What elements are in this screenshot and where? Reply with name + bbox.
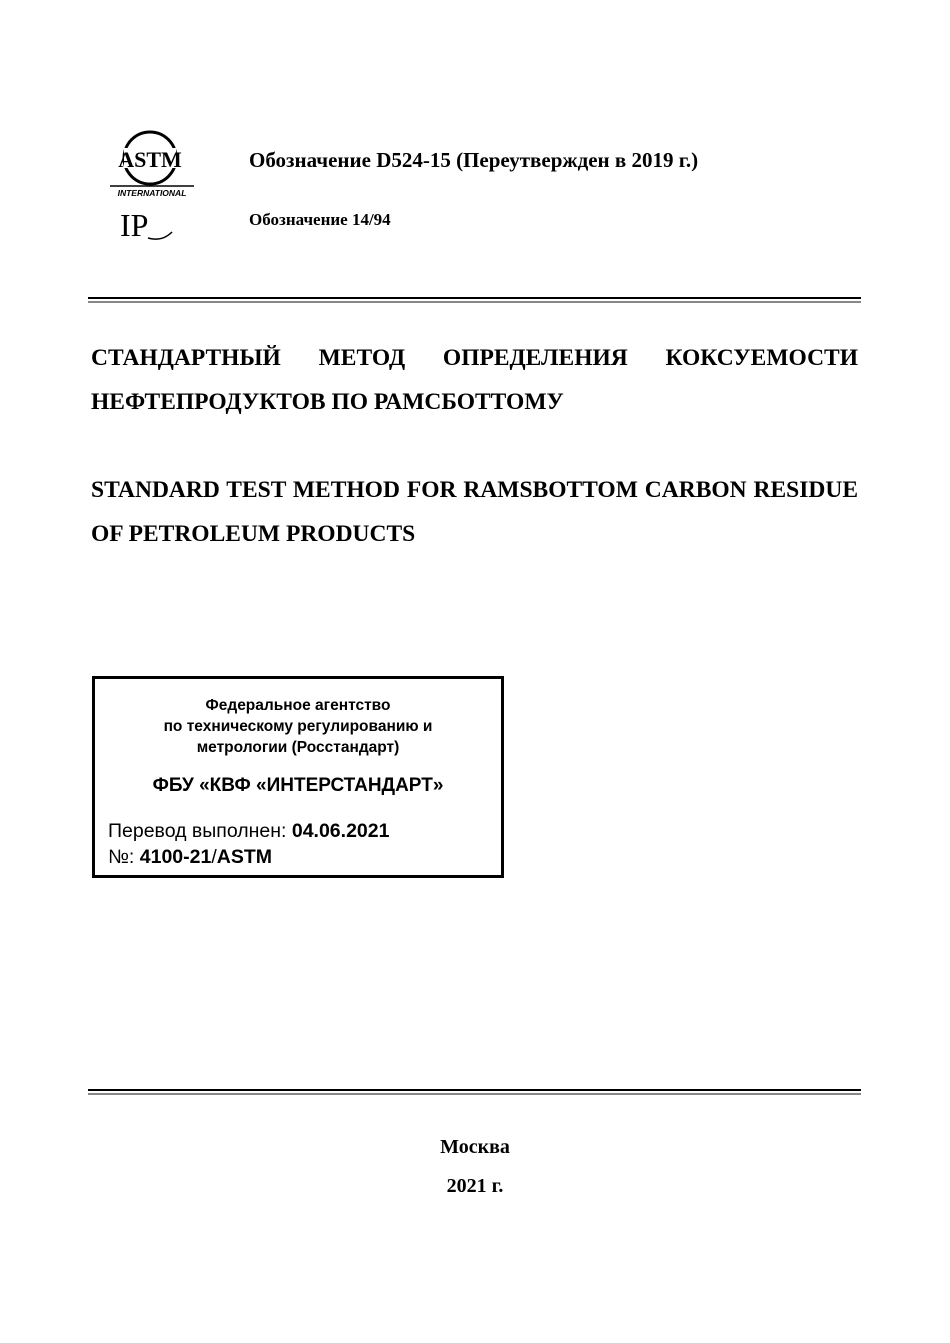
ip-designation: Обозначение 14/94 [249, 210, 391, 229]
logo-block [110, 126, 200, 246]
city: Москва [440, 1136, 510, 1158]
translation-date-line [108, 820, 389, 843]
number-value: 4100-21 [139, 846, 212, 868]
ip-letters: IP [120, 207, 149, 243]
astm-international-logo [110, 126, 198, 200]
ip-logo [118, 206, 178, 244]
number-label: №: [108, 846, 140, 868]
document-number-line [108, 846, 272, 869]
agency-line: по техническому регулированию и [163, 718, 433, 735]
designation: Обозначение D524-15 (Переутвержден в 2019 г.) [249, 148, 699, 172]
agency-line: метрологии (Росстандарт) [196, 739, 400, 756]
translation-stamp [92, 676, 504, 878]
translated-date: 04.06.2021 [291, 820, 390, 842]
translated-label: Перевод выполнен: [108, 820, 292, 842]
bottom-divider [88, 1089, 861, 1095]
year: 2021 г. [446, 1175, 504, 1197]
agency-name [95, 695, 501, 758]
title-english: STANDARD TEST METHOD FOR RAMSBOTTOM CARBON RESIDUE OF PETROLEUM PRODUCTS [91, 477, 858, 547]
astm-caption: INTERNATIONAL [117, 188, 187, 198]
organization-name: ФБУ «КВФ «ИНТЕРСТАНДАРТ» [152, 775, 444, 796]
agency-line: Федеральное агентство [205, 697, 391, 714]
top-divider [88, 297, 861, 303]
astm-letters: ASTM [118, 147, 182, 172]
number-suffix: ASTM [216, 846, 273, 868]
title-russian: СТАНДАРТНЫЙ МЕТОД ОПРЕДЕЛЕНИЯ КОКСУЕМОСТИ НЕФТЕПРОДУКТОВ ПО РАМСБОТТОМУ [91, 345, 858, 415]
number-separator: / [211, 846, 217, 868]
